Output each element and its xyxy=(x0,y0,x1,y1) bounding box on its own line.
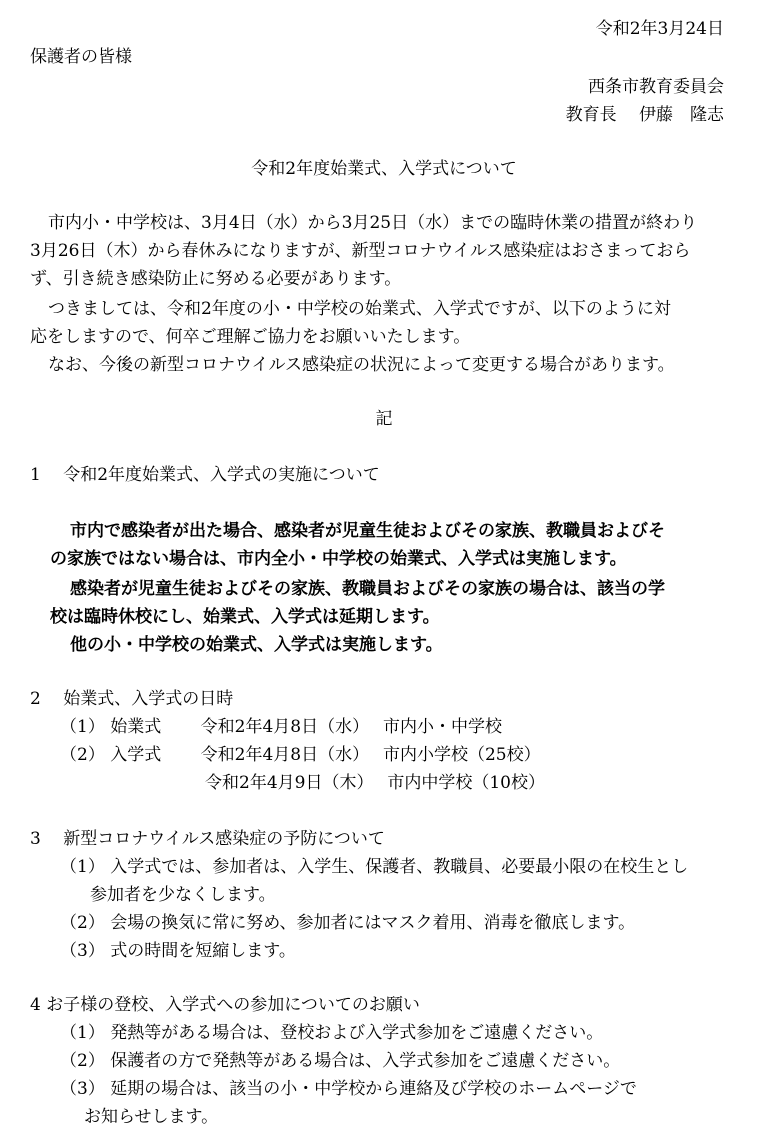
section-3-item: 参加者を少なくします。 xyxy=(90,885,276,905)
section-1-bold-line: 感染者が児童生徒およびその家族、教職員およびその家族の場合は、該当の学 xyxy=(70,579,665,599)
section-2-heading: 2 始業式、入学式の日時 xyxy=(30,689,234,709)
section-4-item: （2） 保護者の方で発熱等がある場合は、入学式参加をご遠慮ください。 xyxy=(60,1051,621,1071)
section-4-item: （1） 発熱等がある場合は、登校および入学式参加をご遠慮ください。 xyxy=(60,1023,604,1043)
intro-line: ず、引き続き感染防止に努める必要があります。 xyxy=(30,269,402,289)
sender-organization: 西条市教育委員会 xyxy=(588,77,724,97)
section-1-heading: 1 令和2年度始業式、入学式の実施について xyxy=(30,465,380,485)
document-date: 令和2年3月24日 xyxy=(595,19,724,39)
document-title: 令和2年度始業式、入学式について xyxy=(251,159,517,179)
intro-line: 市内小・中学校は、3月4日（水）から3月25日（水）までの臨時休業の措置が終わり xyxy=(48,213,698,233)
section-4-item: （3） 延期の場合は、該当の小・中学校から連絡及び学校のホームページで xyxy=(60,1079,637,1099)
section-1-bold-line: 市内で感染者が出た場合、感染者が児童生徒およびその家族、教職員およびそ xyxy=(70,521,665,541)
section-3-heading: 3 新型コロナウイルス感染症の予防について xyxy=(30,829,385,849)
section-3-item: （2） 会場の換気に常に努め、参加者にはマスク着用、消毒を徹底します。 xyxy=(60,913,636,933)
schedule-row: （1） 始業式 令和2年4月8日（水） 市内小・中学校 xyxy=(60,717,502,737)
section-4-heading: 4 お子様の登校、入学式への参加についてのお願い xyxy=(30,995,420,1015)
intro-line: 3月26日（木）から春休みになりますが、新型コロナウイルス感染症はおさまっておら xyxy=(30,241,691,261)
section-1-bold-line: 校は臨時休校にし、始業式、入学式は延期します。 xyxy=(50,607,440,627)
intro-line: 応をしますので、何卒ご理解ご協力をお願いいたします。 xyxy=(30,327,471,347)
intro-line: つきましては、令和2年度の小・中学校の始業式、入学式ですが、以下のように対 xyxy=(48,299,671,319)
intro-line: なお、今後の新型コロナウイルス感染症の状況によって変更する場合があります。 xyxy=(48,355,675,375)
section-4-item: お知らせします。 xyxy=(84,1107,219,1127)
schedule-row: （2） 入学式 令和2年4月8日（水） 市内小学校（25校） xyxy=(60,745,541,765)
addressee: 保護者の皆様 xyxy=(30,47,132,67)
schedule-row: 令和2年4月9日（木） 市内中学校（10校） xyxy=(205,773,545,793)
sender-name: 教育長 伊藤 隆志 xyxy=(565,105,724,125)
section-3-item: （1） 入学式では、参加者は、入学生、保護者、教職員、必要最小限の在校生とし xyxy=(60,857,689,877)
ki-marker: 記 xyxy=(375,409,393,429)
section-1-bold-line: 他の小・中学校の始業式、入学式は実施します。 xyxy=(70,635,443,655)
section-1-bold-line: の家族ではない場合は、市内全小・中学校の始業式、入学式は実施します。 xyxy=(50,549,627,569)
section-3-item: （3） 式の時間を短縮します。 xyxy=(60,941,296,961)
